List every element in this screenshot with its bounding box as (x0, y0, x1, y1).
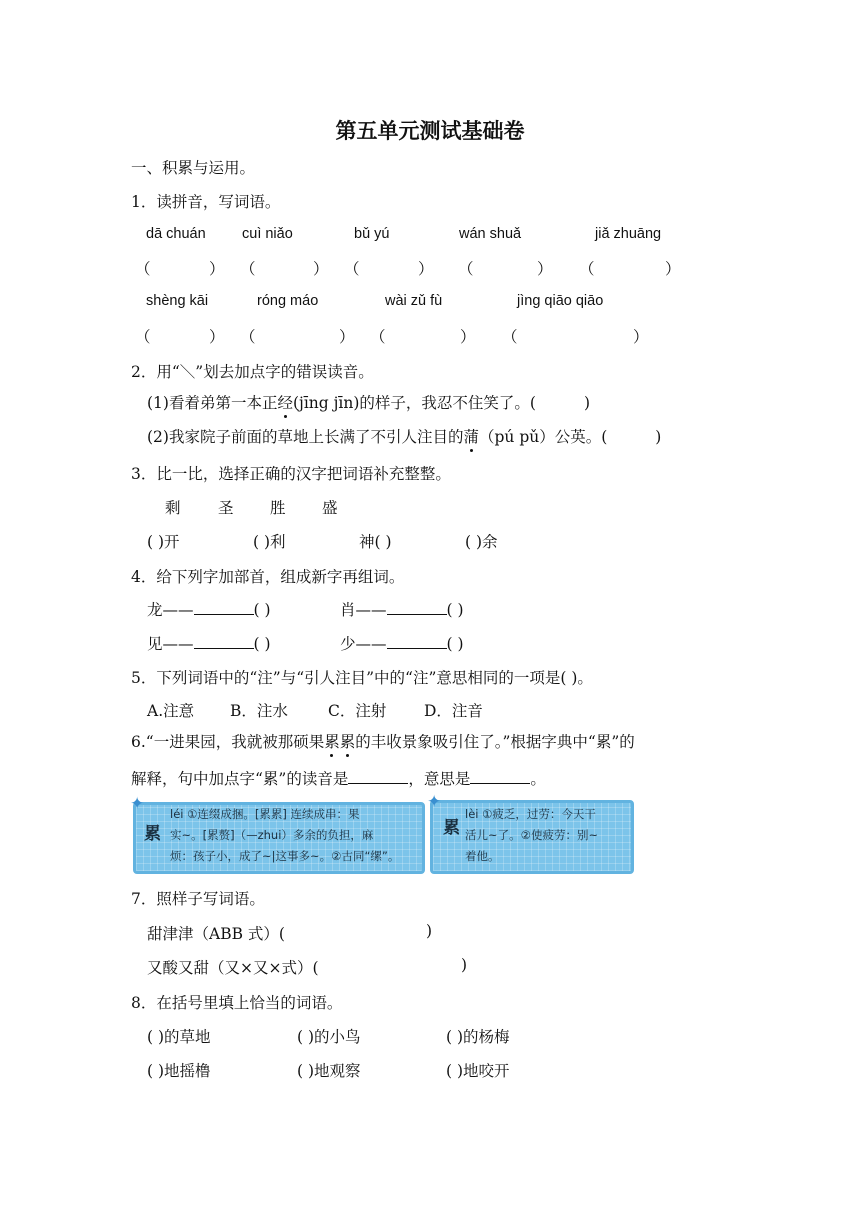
fill-in-phrase: ( )地观察 (297, 1062, 361, 1080)
radical-item (147, 598, 271, 620)
dictionary-line: 实~。[累赘]（—zhui）多余的负担，麻 (170, 828, 374, 842)
question-2-sentence-2 (147, 425, 661, 447)
pinyin: wài zǔ fù (385, 293, 443, 309)
dotted-char: 蒲 (463, 425, 479, 447)
example-item: 甜津津（ABB 式）( (147, 925, 285, 943)
answer-blank (387, 600, 447, 615)
answer-paren-open: （ (502, 328, 518, 346)
choice-char: 胜 (270, 499, 286, 517)
answer-paren-open: （ (458, 260, 474, 278)
answer-paren-close: ) (426, 922, 433, 940)
answer-blank (194, 600, 254, 615)
answer-paren-open: （ (370, 328, 386, 346)
question-2-sentence-1 (147, 391, 590, 413)
answer-paren-open: （ (135, 260, 151, 278)
radical-char: 肖—— (340, 601, 387, 619)
dotted-char: 累 (340, 730, 356, 752)
question-2-stem: 2．用“＼”划去加点字的错误读音。 (131, 363, 374, 381)
answer-paren-close: ） (537, 260, 553, 278)
sentence-text: 解释，句中加点字“累”的读音是 (131, 770, 349, 788)
pinyin: bǔ yú (354, 226, 390, 242)
pinyin: shèng kāi (146, 293, 209, 309)
dictionary-entry-lei4 (427, 792, 634, 874)
answer-paren-open: （ (240, 328, 256, 346)
dictionary-line: léi ①连缀成捆。[累累] 连续成串：果 (170, 807, 360, 821)
choice-char: 圣 (218, 499, 234, 517)
choice-char: 盛 (322, 499, 338, 517)
fill-in-word: ( )开 (147, 533, 180, 551)
fill-in-phrase: ( )地摇橹 (147, 1062, 211, 1080)
fill-in-phrase: ( )的小鸟 (297, 1028, 361, 1046)
answer-paren-open: （ (135, 328, 151, 346)
pinyin: cuì niǎo (242, 226, 293, 242)
answer-paren-open: （ (344, 260, 360, 278)
question-1-stem: 1．读拼音，写词语。 (131, 193, 281, 211)
sentence-text: 。 (530, 770, 546, 788)
star-icon: ✦ (427, 792, 442, 812)
question-4-stem: 4．给下列字加部首，组成新字再组词。 (131, 568, 405, 586)
dictionary-headword: 累 (443, 818, 460, 838)
answer-paren-close: ） (418, 260, 434, 278)
answer-blank (470, 769, 530, 784)
dictionary-line: lèi ①疲乏，过劳：今天干 (465, 807, 596, 821)
sentence-text: (jīng jīn)的样子，我忍不住笑了。( (292, 394, 536, 412)
pinyin: jiǎ zhuāng (595, 226, 662, 242)
answer-paren-close: ） (633, 328, 649, 346)
dictionary-line: 烦：孩子小，成了~|这事多~。②古同“缧”。 (170, 849, 400, 863)
answer-paren: ( ) (253, 601, 271, 619)
question-6-line-2 (131, 767, 546, 789)
answer-paren-close: ） (460, 328, 476, 346)
dotted-char: 累 (324, 730, 340, 752)
pinyin: jìng qiāo qiāo (517, 293, 604, 309)
star-icon: ✦ (130, 794, 145, 814)
answer-paren-close: ） (665, 260, 681, 278)
option: C．注射 (328, 702, 387, 720)
dictionary-text (170, 804, 399, 867)
answer-paren: ( ) (446, 635, 464, 653)
answer-paren-close: ) (461, 956, 468, 974)
choice-char: 剩 (165, 499, 181, 517)
answer-paren-close: ） (339, 328, 355, 346)
pinyin: wán shuǎ (459, 226, 522, 242)
question-7-stem: 7．照样子写词语。 (131, 890, 265, 908)
dictionary-line: 活儿~了。②使疲劳：别~ (465, 828, 599, 842)
sentence-text: (2)我家院子前面的草地上长满了不引人注目的 (147, 428, 464, 446)
dotted-char: 经 (277, 391, 293, 413)
question-5-stem: 5．下列词语中的“注”与“引人注目”中的“注”意思相同的一项是( )。 (131, 669, 593, 687)
answer-paren-close: ） (209, 260, 225, 278)
option: A.注意 (147, 702, 195, 720)
sentence-text: （pú pǔ）公英。( (478, 428, 608, 446)
option: D．注音 (424, 702, 483, 720)
answer-paren-open: （ (240, 260, 256, 278)
answer-paren-close: ) (655, 428, 662, 446)
dictionary-entry-lei2 (130, 794, 425, 874)
fill-in-phrase: ( )地咬开 (446, 1062, 510, 1080)
pinyin: róng máo (257, 293, 319, 309)
page-title: 第五单元测试基础卷 (335, 119, 525, 143)
fill-in-phrase: ( )的杨梅 (446, 1028, 510, 1046)
answer-paren-open: （ (579, 260, 595, 278)
answer-paren-close: ） (209, 328, 225, 346)
answer-paren-close: ) (583, 394, 591, 412)
sentence-text: 6.“一进果园，我就被那硕果 (131, 733, 325, 751)
option: B．注水 (230, 702, 288, 720)
radical-item (147, 632, 271, 654)
fill-in-word: 神( ) (359, 533, 392, 551)
answer-paren: ( ) (253, 635, 271, 653)
dictionary-line: 着他。 (465, 849, 500, 863)
radical-char: 龙—— (147, 601, 194, 619)
section-heading: 一、积累与运用。 (131, 159, 256, 177)
sentence-text: 的丰收景象吸引住了。”根据字典中“累”的 (355, 733, 635, 751)
radical-item (340, 632, 464, 654)
fill-in-word: ( )利 (253, 533, 286, 551)
sentence-text: ，意思是 (408, 770, 471, 788)
pinyin: dā chuán (146, 226, 206, 242)
question-8-stem: 8．在括号里填上恰当的词语。 (131, 994, 343, 1012)
answer-blank (387, 634, 447, 649)
dictionary-text (465, 804, 598, 867)
answer-blank (194, 634, 254, 649)
answer-blank (348, 769, 408, 784)
radical-item (340, 598, 464, 620)
radical-char: 见—— (147, 635, 194, 653)
sentence-text: (1)看着弟第一本正 (147, 394, 278, 412)
question-3-stem: 3．比一比，选择正确的汉字把词语补充整整。 (131, 465, 451, 483)
answer-paren-close: ） (313, 260, 329, 278)
example-item: 又酸又甜（又×又×式）( (147, 959, 319, 977)
dictionary-headword: 累 (144, 824, 161, 844)
fill-in-word: ( )余 (465, 533, 498, 551)
answer-paren: ( ) (446, 601, 464, 619)
radical-char: 少—— (340, 635, 387, 653)
question-6-line-1 (131, 730, 635, 752)
fill-in-phrase: ( )的草地 (147, 1028, 211, 1046)
